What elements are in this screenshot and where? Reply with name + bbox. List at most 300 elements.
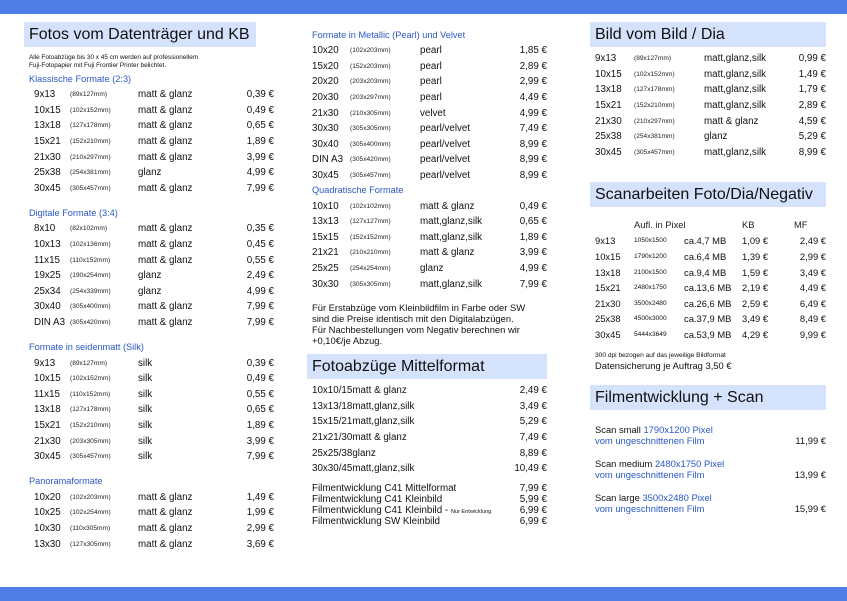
film-scan-desc: vom ungeschnittenen Film (595, 469, 705, 481)
format-size: 30x45 (34, 451, 61, 463)
paper-finish: pearl/velvet (420, 138, 471, 150)
paper-finish: glanz (138, 285, 162, 297)
table-row (307, 198, 547, 214)
paper-finish: matt,glanz,silk (352, 416, 415, 428)
price: 0,45 € (246, 239, 274, 251)
film-scan-name: Scan large (595, 492, 640, 504)
table-row (24, 103, 274, 119)
format-mm: (305x457mm) (350, 172, 391, 180)
table-row (307, 482, 547, 493)
format-size: 25x25 (312, 263, 339, 275)
table-row (24, 521, 274, 537)
file-size: ca.13,6 MB (684, 282, 732, 294)
price-kb: 2,19 € (742, 282, 769, 294)
format-mm: (127x305mm) (70, 540, 111, 548)
price: 1,85 € (519, 45, 547, 57)
column-datentraeger (24, 22, 274, 552)
format-size: 9x13 (595, 235, 616, 247)
format-mm: (305x400mm) (350, 140, 391, 148)
paper-finish: pearl (420, 76, 442, 88)
price: 5,29 € (519, 416, 547, 428)
note-line: Für Erstabzüge vom Kleinbildfilm in Farbe oder SW (312, 301, 526, 313)
table-row (590, 249, 826, 265)
top-accent-bar (0, 0, 847, 14)
paper-finish: pearl/velvet (420, 170, 471, 182)
table-row (24, 418, 274, 434)
format-size: 21x30 (34, 151, 61, 163)
format-mm: (254x381mm) (634, 133, 675, 141)
price: 4,99 € (519, 263, 547, 275)
price: 8,99 € (519, 154, 547, 166)
format-mm: (127x178mm) (70, 122, 111, 130)
subheading: Formate in seidenmatt (Silk) (29, 342, 144, 353)
price: 0,49 € (519, 200, 547, 212)
price-sections (307, 30, 547, 292)
datensicherung-note: Datensicherung je Auftrag 3,50 € (595, 360, 732, 372)
film-scan-desc: vom ungeschnittenen Film (595, 435, 705, 447)
table-row (307, 399, 547, 415)
note-line: +0,10€/je Abzug. (312, 334, 383, 346)
paper-finish: matt,glanz,silk (704, 68, 767, 80)
price: 7,99 € (246, 317, 274, 329)
subheading: Klassische Formate (2:3) (29, 74, 132, 84)
price: 7,99 € (246, 451, 274, 463)
price-table (24, 221, 274, 330)
price: 2,99 € (519, 76, 547, 88)
format-mm: (102x136mm) (70, 241, 111, 249)
price: 13,99 € (794, 469, 826, 481)
format-size: 9x13 (34, 357, 56, 369)
film-scan-desc-line (595, 435, 826, 446)
intro-text (29, 54, 274, 70)
price: 0,49 € (246, 104, 274, 116)
table-row (307, 276, 547, 292)
paper-finish: silk (138, 388, 153, 400)
column-metallic (307, 22, 547, 527)
paper-finish: matt,glanz,silk (420, 231, 483, 243)
format-size: 30x45 (312, 170, 339, 182)
price: 0,65 € (519, 216, 547, 228)
resolution-pixels: 2480x1750 (634, 284, 667, 292)
paper-finish: silk (138, 404, 153, 416)
paper-finish: matt & glanz (138, 223, 193, 235)
format-size: 15x21 (595, 282, 621, 294)
table-row (307, 445, 547, 461)
price: 6,99 € (519, 504, 547, 516)
format-mm: (110x152mm) (70, 256, 111, 264)
table-row (24, 118, 274, 134)
subheading: Formate in Metallic (Pearl) und Velvet (312, 30, 466, 40)
price: 2,49 € (246, 270, 274, 282)
service-label (307, 516, 516, 527)
price-mf: 6,49 € (799, 297, 826, 309)
format-mm: (152x152mm) (350, 233, 391, 241)
format-size: 15x21 (34, 419, 61, 431)
resolution-pixels: 3500x2480 (634, 299, 667, 307)
format-mm: (152x210mm) (70, 421, 111, 429)
paper-finish: matt & glanz (352, 431, 407, 443)
format-mm: (254x381mm) (70, 169, 111, 177)
format-mm: (89x127mm) (70, 359, 108, 367)
format-mm: (203x297mm) (350, 94, 391, 102)
table-header-row (590, 215, 826, 233)
film-scan-title-line (595, 424, 826, 435)
film-scan-name-wrap (595, 424, 713, 435)
format-size: 9x13 (595, 53, 617, 65)
price: 1,89 € (519, 231, 547, 243)
table-row (24, 237, 274, 253)
price: 15,99 € (794, 503, 826, 515)
paper-finish: pearl (420, 60, 442, 72)
format-size: 25x38 (595, 313, 621, 325)
paper-finish: matt & glanz (138, 317, 193, 329)
dpi-note: 300 dpi bezogen auf das jeweilige Bildformat (595, 352, 726, 360)
header-spacer (590, 215, 634, 233)
format-size: 20x20 (312, 76, 339, 88)
file-size: ca.37,9 MB (684, 313, 732, 325)
format-mm: (210x305mm) (350, 109, 391, 117)
paper-finish: matt & glanz (138, 151, 193, 163)
paper-finish: matt & glanz (420, 200, 475, 212)
paper-finish: velvet (420, 107, 446, 119)
price: 5,99 € (519, 493, 547, 505)
table-row (590, 280, 826, 296)
price: 2,99 € (246, 522, 274, 534)
price: 2,49 € (519, 385, 547, 397)
paper-finish: glanz (138, 270, 162, 282)
paper-finish: matt & glanz (138, 136, 193, 148)
table-row (307, 383, 547, 399)
note-line: Für Nachbestellungen vom Negativ berechnen wir (312, 323, 520, 335)
price: 3,99 € (519, 247, 547, 259)
film-scan-item (595, 424, 826, 446)
format-mm: (127x127mm) (350, 218, 391, 226)
format-mm: (102x152mm) (70, 106, 111, 114)
table-row (307, 505, 547, 516)
table-row (307, 516, 547, 527)
format-mm: (305x400mm) (70, 303, 111, 311)
section-title-filmentwicklung-scan: Filmentwicklung + Scan (590, 385, 826, 410)
table-row (307, 230, 547, 246)
format-mm: (102x203mm) (350, 47, 391, 55)
price: 2,89 € (519, 60, 547, 72)
format-size: 25x38 (595, 131, 622, 143)
format-size: 30x45 (34, 182, 61, 194)
format-size: 30x45 (595, 146, 622, 158)
format-size: 10x30 (34, 522, 61, 534)
format-size: 30x30 (312, 278, 339, 290)
paper-finish: matt,glanz,silk (420, 216, 483, 228)
table-row (307, 461, 547, 477)
format-size: 15x21 (595, 100, 622, 112)
format-size: 10x20 (312, 45, 339, 57)
mittelformat-table (307, 383, 547, 477)
table-row (307, 59, 547, 75)
format-size: 15x20 (312, 60, 339, 72)
format-mm: (190x254mm) (70, 272, 111, 280)
paper-finish: matt & glanz (138, 120, 193, 132)
paper-finish: pearl (420, 45, 442, 57)
table-row (24, 181, 274, 197)
format-size: 21x30 (595, 297, 621, 309)
price: 4,49 € (519, 92, 547, 104)
service-note: Nur Entwicklung (450, 508, 492, 515)
format-size: 21x30 (595, 115, 622, 127)
section-title-scanarbeiten: Scanarbeiten Foto/Dia/Negativ (590, 182, 826, 207)
price-kb: 2,59 € (742, 297, 769, 309)
format-size: 30x30 (312, 123, 339, 135)
file-size: ca.53,9 MB (684, 329, 732, 341)
format-size: 13x13 (312, 216, 339, 228)
scan-table (590, 215, 826, 342)
price-kb: 1,39 € (742, 251, 769, 263)
paper-finish: silk (138, 435, 153, 447)
paper-finish: matt & glanz (138, 104, 193, 116)
section-title-datentraeger: Fotos vom Datenträger und KB (24, 22, 256, 47)
intro-line: Alle Fotoabzüge bis 30 x 45 cm werden auf professionellem (29, 54, 199, 61)
paper-finish: silk (138, 419, 153, 431)
format-size: 30x45 (595, 329, 621, 341)
format-size: 11x15 (34, 254, 60, 266)
file-size: ca.6,4 MB (684, 251, 727, 263)
format-size: 13x18 (595, 266, 621, 278)
paper-finish: silk (138, 373, 153, 385)
format-size: 25x34 (34, 285, 61, 297)
price: 0,49 € (246, 373, 274, 385)
film-scan-list (590, 424, 826, 514)
price: 10,49 € (514, 463, 547, 475)
paper-finish: matt & glanz (138, 254, 193, 266)
price-kb: 4,29 € (742, 329, 769, 341)
format-size: 10x20 (34, 491, 61, 503)
table-row (590, 327, 826, 343)
price: 0,65 € (246, 404, 274, 416)
price: 1,89 € (246, 419, 274, 431)
paper-finish: matt,glanz,silk (352, 400, 415, 412)
price: 0,99 € (798, 53, 826, 65)
table-row (307, 90, 547, 106)
film-scan-desc: vom ungeschnittenen Film (595, 503, 705, 515)
paper-finish: matt & glanz (420, 247, 475, 259)
format-size: 10x10/15 (312, 385, 353, 397)
table-row (307, 494, 547, 505)
table-row (307, 261, 547, 277)
subheading: Panoramaformate (29, 476, 103, 487)
format-mm: (203x305mm) (70, 437, 111, 445)
film-scan-title-line (595, 458, 826, 469)
format-size: 10x10 (312, 200, 339, 212)
price: 4,99 € (519, 107, 547, 119)
service-label (307, 505, 516, 516)
format-mm: (203x203mm) (350, 78, 391, 86)
paper-finish: pearl/velvet (420, 154, 471, 166)
table-row (590, 129, 826, 145)
format-mm: (152x210mm) (70, 138, 111, 146)
table-row (307, 74, 547, 90)
table-row (24, 252, 274, 268)
table-row (24, 402, 274, 418)
table-row (24, 449, 274, 465)
film-scan-item (595, 492, 826, 514)
paper-finish: matt,glanz,silk (704, 84, 767, 96)
price-kb: 1,09 € (742, 235, 769, 247)
format-size: 10x25 (34, 507, 61, 519)
format-mm: (305x457mm) (634, 148, 675, 156)
format-mm: (210x210mm) (350, 249, 391, 257)
format-mm: (110x152mm) (70, 390, 111, 398)
table-row (590, 67, 826, 83)
format-size: 10x15 (595, 251, 621, 263)
price: 7,99 € (246, 182, 274, 194)
paper-finish: silk (138, 451, 153, 463)
price-mf: 4,49 € (799, 282, 826, 294)
paper-finish: matt,glanz,silk (704, 146, 767, 158)
format-mm: (102x254mm) (70, 509, 111, 517)
format-mm: (210x297mm) (70, 153, 111, 161)
file-size: ca.4,7 MB (684, 235, 727, 247)
table-row (24, 284, 274, 300)
price: 7,99 € (246, 301, 274, 313)
film-scan-desc-line (595, 503, 826, 514)
format-size: 15x15 (312, 231, 339, 243)
price: 6,99 € (519, 516, 547, 528)
format-size: 13x30 (34, 538, 61, 550)
resolution-pixels: 1790x1200 (634, 253, 667, 261)
format-mm: (127x178mm) (70, 406, 111, 414)
table-row (24, 149, 274, 165)
price: 1,79 € (798, 84, 826, 96)
table-row (24, 165, 274, 181)
table-row (24, 221, 274, 237)
paper-finish: matt & glanz (138, 182, 193, 194)
paper-finish: pearl (420, 92, 442, 104)
paper-finish: matt & glanz (138, 507, 193, 519)
format-mm: (152x210mm) (634, 102, 675, 110)
table-row (24, 387, 274, 403)
film-scan-item (595, 458, 826, 480)
price: 7,49 € (519, 123, 547, 135)
paper-finish: matt & glanz (138, 538, 193, 550)
price: 3,69 € (246, 538, 274, 550)
price: 0,55 € (246, 254, 274, 266)
format-mm: (102x102mm) (350, 202, 391, 210)
filmentwicklung-table (307, 482, 547, 527)
price: 1,99 € (246, 507, 274, 519)
format-mm: (305x420mm) (350, 156, 391, 164)
format-size: 10x13 (34, 239, 61, 251)
subheading: Digitale Formate (3:4) (29, 208, 118, 219)
price: 3,99 € (246, 151, 274, 163)
format-size: 13x13/18 (312, 400, 353, 412)
film-scan-name-wrap (595, 458, 724, 469)
film-scan-title-line (595, 492, 826, 503)
format-size: 25x38 (34, 167, 61, 179)
price-kb: 3,49 € (742, 313, 769, 325)
format-mm: (305x305mm) (350, 280, 391, 288)
resolution-pixels: 1050x1500 (634, 237, 667, 245)
table-row (590, 264, 826, 280)
price-mf: 2,99 € (799, 251, 826, 263)
table-row (24, 299, 274, 315)
price-mf: 2,49 € (799, 235, 826, 247)
price-kb: 1,59 € (742, 266, 769, 278)
film-scan-name: Scan small (595, 424, 641, 436)
price: 1,89 € (246, 136, 274, 148)
price: 3,49 € (519, 400, 547, 412)
price: 0,39 € (246, 357, 274, 369)
price-table (307, 43, 547, 183)
price: 7,99 € (519, 482, 547, 494)
price: 1,49 € (798, 68, 826, 80)
price: 8,99 € (519, 138, 547, 150)
header-resolution: Aufl. in Pixel (634, 218, 686, 230)
paper-finish: matt,glanz,silk (704, 100, 767, 112)
price: 7,49 € (519, 431, 547, 443)
paper-finish: matt,glanz,silk (704, 53, 767, 65)
price: 4,59 € (798, 115, 826, 127)
format-size: 9x13 (34, 89, 56, 101)
format-size: DIN A3 (312, 154, 344, 166)
price: 2,89 € (798, 100, 826, 112)
column-bild-scan (590, 22, 826, 526)
resolution-pixels: 5444x3649 (634, 331, 667, 339)
format-size: 21x30 (312, 107, 339, 119)
bottom-accent-bar (0, 587, 847, 601)
price-mf: 3,49 € (799, 266, 826, 278)
service-label (307, 482, 516, 493)
table-row (307, 245, 547, 261)
price: 8,99 € (519, 170, 547, 182)
section-title-mittelformat: Fotoabzüge Mittelformat (307, 354, 547, 379)
format-size: 30x40 (34, 301, 61, 313)
format-mm: (254x339mm) (70, 287, 111, 295)
paper-finish: matt,glanz,silk (352, 463, 415, 475)
table-row (307, 430, 547, 446)
table-row (307, 414, 547, 430)
header-kb: KB (742, 218, 755, 230)
paper-finish: matt & glanz (704, 115, 759, 127)
format-size: DIN A3 (34, 317, 66, 329)
table-row (24, 315, 274, 331)
format-size: 25x25/38 (312, 447, 353, 459)
table-row (307, 121, 547, 137)
table-row (24, 433, 274, 449)
format-size: 13x18 (34, 120, 61, 132)
format-size: 8x10 (34, 223, 56, 235)
format-size: 21x30 (34, 435, 61, 447)
table-row (24, 489, 274, 505)
table-row (24, 87, 274, 103)
table-row (590, 113, 826, 129)
table-row (307, 214, 547, 230)
paper-finish: matt & glanz (352, 385, 407, 397)
paper-finish: matt & glanz (138, 522, 193, 534)
price: 4,99 € (246, 167, 274, 179)
subheading: Quadratische Formate (312, 185, 404, 196)
format-mm: (305x420mm) (70, 319, 111, 327)
price-table (24, 87, 274, 196)
format-size: 15x21 (34, 136, 61, 148)
format-size: 10x15 (34, 104, 61, 116)
format-size: 20x30 (312, 92, 339, 104)
format-size: 13x18 (34, 404, 61, 416)
table-row (590, 98, 826, 114)
table-row (307, 43, 547, 59)
format-size: 11x15 (34, 388, 60, 400)
format-mm: (102x152mm) (634, 70, 675, 78)
film-scan-pixels: 2480x1750 Pixel (654, 458, 725, 470)
price-table (24, 489, 274, 551)
